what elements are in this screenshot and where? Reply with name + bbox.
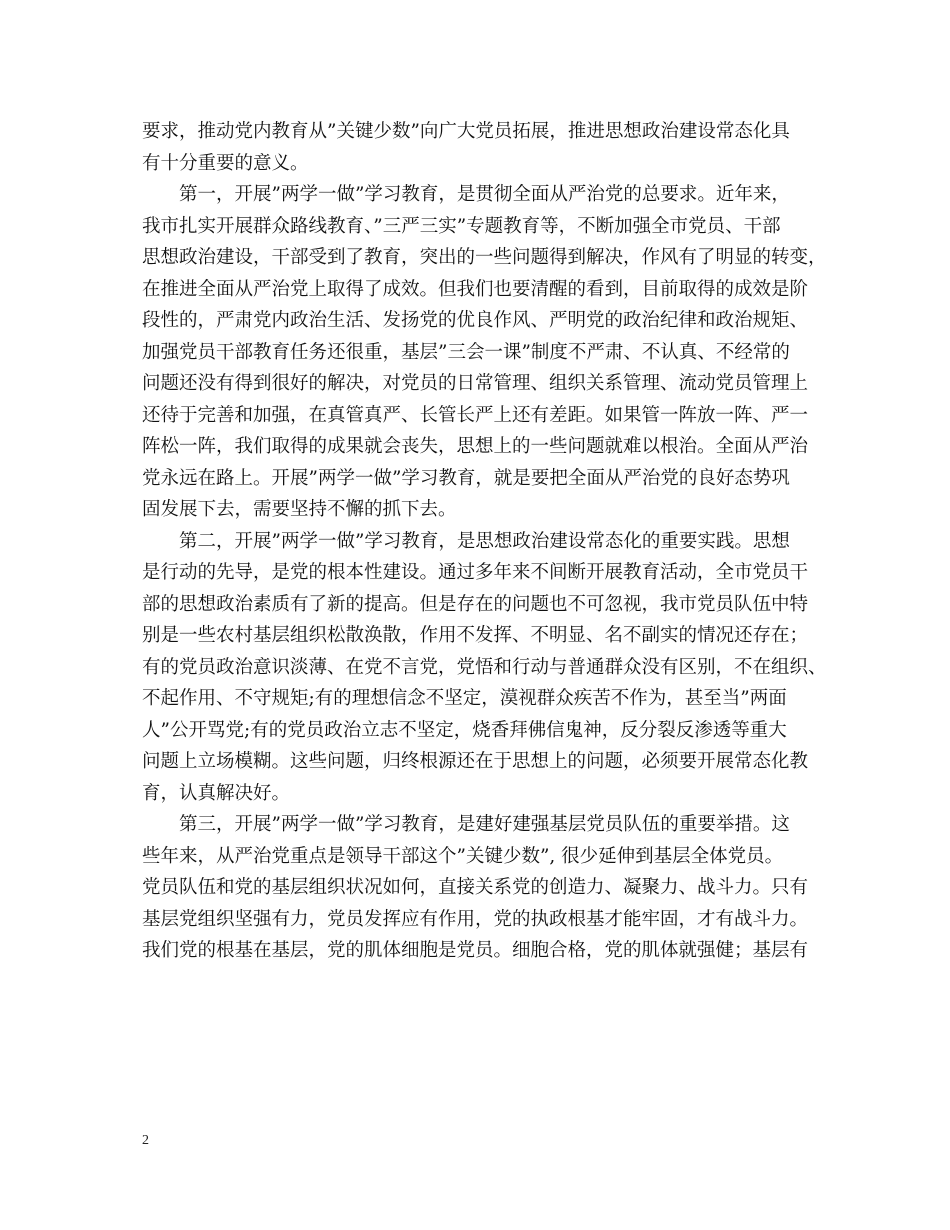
text-line: 我市扎实开展群众路线教育、”三严三实”专题教育等，不断加强全市党员、干部	[142, 215, 781, 237]
text-line: 基层党组织坚强有力，党员发挥应有作用，党的执政根基才能牢固，才有战斗力。	[142, 908, 809, 930]
text-line: 我们党的根基在基层，党的肌体细胞是党员。细胞合格，党的肌体就强健；基层有	[142, 940, 809, 961]
text-line: 阵松一阵，我们取得的成果就会丧失，思想上的一些问题就难以根治。全面从严治	[142, 436, 809, 457]
text-line: 有十分重要的意义。	[142, 152, 309, 174]
paragraph-first-line: 第三，开展”两学一做”学习教育，是建好建强基层党员队伍的重要举措。这	[179, 814, 790, 835]
paragraph-first-line: 第二，开展”两学一做”学习教育，是思想政治建设常态化的重要实践。思想	[179, 530, 790, 552]
text-line: 是行动的先导，是党的根本性建设。通过多年来不间断开展教育活动，全市党员干	[142, 562, 809, 583]
page-number: 2	[142, 1133, 149, 1148]
text-line: 要求，推动党内教育从”关键少数”向广大党员拓展，推进思想政治建设常态化具	[142, 121, 790, 142]
text-line: 人”公开骂党;有的党员政治立志不坚定，烧香拜佛信鬼神，反分裂反渗透等重大	[142, 719, 787, 741]
text-line: 加强党员干部教育任务还很重，基层”三会一课”制度不严肃、不认真、不经常的	[142, 341, 790, 363]
text-line: 别是一些农村基层组织松散涣散，作用不发挥、不明显、名不副实的情况还存在；	[142, 625, 809, 646]
paragraph-first-line: 第一，开展”两学一做”学习教育，是贯彻全面从严治党的总要求。近年来，	[179, 184, 790, 205]
text-line: 在推进全面从严治党上取得了成效。但我们也要清醒的看到，目前取得的成效是阶	[142, 278, 809, 300]
text-line: 段性的，严肃党内政治生活、发扬党的优良作风、严明党的政治纪律和政治规矩、	[142, 310, 809, 331]
document-body	[142, 116, 827, 967]
text-line: 还待于完善和加强，在真管真严、长管长严上还有差距。如果管一阵放一阵、严一	[142, 404, 809, 426]
text-line: 不起作用、不守规矩;有的理想信念不坚定，漠视群众疾苦不作为，甚至当”两面	[142, 688, 787, 709]
text-line: 固发展下去，需要坚持不懈的抓下去。	[142, 499, 457, 520]
text-line: 问题上立场模糊。这些问题，归终根源还在于思想上的问题，必须要开展常态化教	[142, 751, 809, 772]
text-line: 有的党员政治意识淡薄、在党不言党，党悟和行动与普通群众没有区别，不在组织、	[142, 656, 827, 678]
text-line: 思想政治建设，干部受到了教育，突出的一些问题得到解决，作风有了明显的转变，	[142, 247, 827, 268]
text-line: 党员队伍和党的基层组织状况如何，直接关系党的创造力、凝聚力、战斗力。只有	[142, 877, 809, 898]
text-line: 部的思想政治素质有了新的提高。但是存在的问题也不可忽视，我市党员队伍中特	[142, 593, 809, 615]
text-line: 些年来，从严治党重点是领导干部这个”关键少数”, 很少延伸到基层全体党员。	[142, 845, 784, 867]
text-line: 育，认真解决好。	[142, 782, 291, 804]
text-line: 党永远在路上。开展”两学一做”学习教育，就是要把全面从严治党的良好态势巩	[142, 467, 790, 489]
text-line: 问题还没有得到很好的解决，对党员的日常管理、组织关系管理、流动党员管理上	[142, 373, 809, 394]
